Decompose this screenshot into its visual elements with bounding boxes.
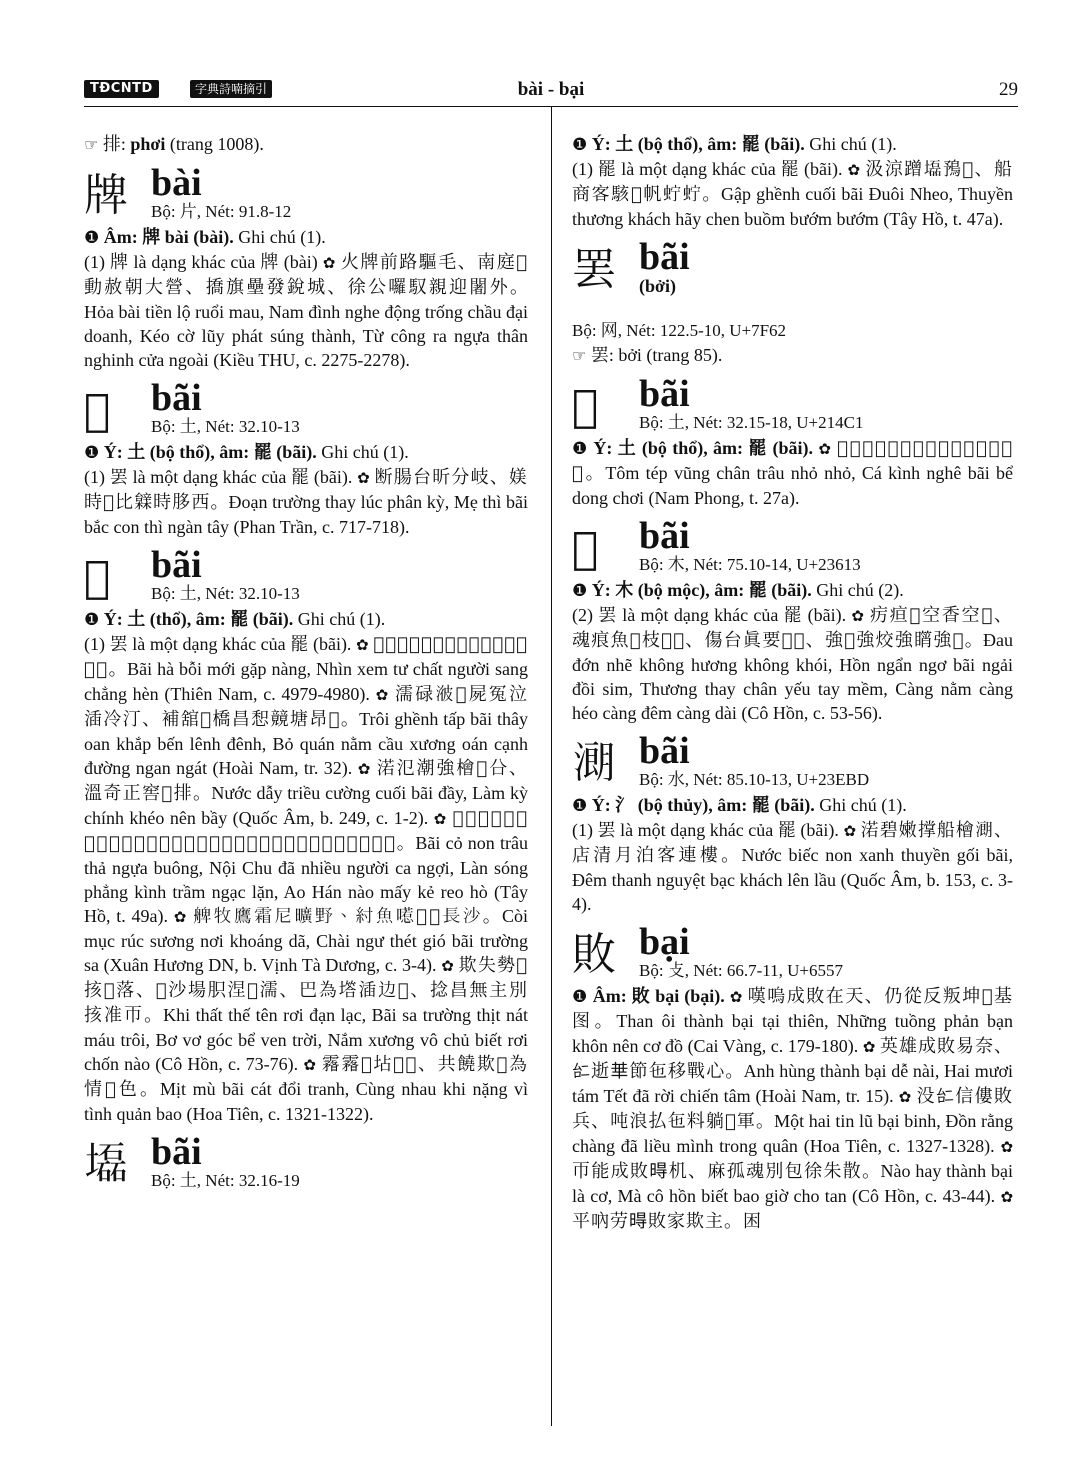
sense-number-icon: ❶ [572, 796, 588, 816]
sense-line: ❶ Ý: 木 (bộ mộc), âm: 罷 (bãi). Ghi chú (2). [572, 580, 904, 601]
entry-bai-2 [84, 378, 528, 539]
entry-meta: Bộ: 土, Nét: 32.15-18, U+214C1 [639, 413, 864, 432]
citation-icon: ✿ [847, 161, 861, 179]
cross-reference: ☞ 排: phơi (trang 1008). [84, 134, 264, 154]
sense-number-icon: ❶ [84, 228, 100, 248]
page-header [84, 78, 1018, 107]
entry-bai-5 [572, 237, 1013, 368]
entry-bai-1 [84, 163, 528, 372]
citation-icon: ✿ [1000, 1188, 1014, 1206]
entry-meta: Bộ: 土, Nét: 32.16-19 [151, 1171, 300, 1190]
citation-icon: ✿ [898, 1088, 912, 1106]
sense-line: ❶ Ý: 土 (thổ), âm: 罷 (bãi). Ghi chú (1). [84, 609, 386, 630]
logo-han-nom: 字典詩喃摘引 [190, 80, 272, 98]
entry-bai-9 [572, 922, 1013, 1234]
citation-icon: ✿ [303, 1056, 317, 1074]
headword-han: 𣼽 [572, 738, 616, 789]
entry-meta: Bộ: 木, Nét: 75.10-14, U+23613 [639, 555, 861, 574]
entry-body: ❶ Âm: 敗 bại (bại). ✿ 嘆嗚成敗在天、仍從反叛坤𨁪基图。Than ôi thành bại tại thiên, Những tuồng phản bạn khôn nên cơ đồ (Cai Vàng, c. 179-180). ✿ 英雄成敗易奈、𠄩逝𠦒節㐌移戰心。Anh hùng thành bại dễ nài, Hai mươi tám Tết đã rời chiến tâm (Hoài Nam, tr. 15). ✿ 没𠄩信僂敗兵、吨浪払㐌料躺𨉟軍。Một hai tin lũ bại binh, Đồn rằng chàng đã liều mình trong quân (Hoa Tiên, c. 1327-1328). ✿ 帀能成敗𣈜机、麻孤魂別包徐朱散。Nào hay thành bại là cơ, Mà cô hồn biết bao giờ cho tan (Cô Hồn, c. 43-44). ✿ 平吶劳𣈜敗家欺主。困 [572, 986, 1014, 1232]
logo-tdcntd: TĐCNTD [84, 80, 159, 98]
entry-meta: Bộ: 水, Nét: 85.10-13, U+23EBD [639, 770, 870, 789]
citation-icon: ✿ [843, 822, 857, 840]
entry-body: ❶ Ý: 土 (bộ thổ), âm: 罷 (bãi). ✿ 𩵽𩷛漆真𤛇𧾿𧾿、亇鯨鯇𡓁㴙容制。Tôm tép vũng chân trâu nhỏ nhỏ, Cá kình nghê bãi bể dong chơi (Nam Phong, t. 27a). [572, 438, 1014, 508]
sense-line: ❶ Ý: 氵 (bộ thủy), âm: 罷 (bãi). Ghi chú (1). [572, 795, 907, 816]
entry-body: (1) 牌 là dạng khác của 牌 (bài) ✿ 火牌前路驅毛、南庭𩙊動赦朝大營、撟旗壘發銳城、徐公囉馭親迎闍外。Hỏa bài tiền lộ ruổi mau, Nam đình nghe động trống chầu đại doanh, Kéo cờ lũy phát súng thành, Từ công ra ngựa thân nghinh cửa ngoài (Kiều THU, c. 2275-2278). [84, 252, 529, 370]
entry-body: (1) 罷 là một dạng khác của 罷 (bãi). ✿ 汲涼蹭𡓃𩿗𩼷、船商客駭𨫊帆𧉞𧉞。Gập ghềnh cuối bãi Đuôi Nheo, Thuyền thương khách hãy chen buồm bướm bướm (Tây Hồ, t. 47a). [572, 159, 1014, 229]
citation-icon: ✿ [356, 636, 369, 654]
headword-han: 𡓇 [84, 552, 111, 603]
entry-bai-3 [84, 545, 528, 1126]
sense-number-icon: ❶ [572, 987, 588, 1007]
headword-lemma: bãi [151, 377, 202, 419]
citation-icon: ✿ [322, 254, 336, 272]
headword-han: 𡍢 [84, 385, 111, 436]
entry-body: (1) 罢 là một dạng khác của 罷 (bãi). ✿ 𡓇河黝買及娘、𥚄祐姿質馭𡗶揉𨇒。Bãi hà bỗi mới gặp nàng, Nhìn xem tư chất người sang chẳng hèn (Thiên Nam, c. 4979-4980). ✿ 濡碌𣷭𡓇屍冤泣㴙冷汀、補舘𧿨橋昌惒竸塘昂𦹵。Trôi ghềnh tấp bãi thây oan khắp bến lênh đênh, Bỏ quán nằm cầu xương oán cạnh đường ngan ngát (Hoài Nam, tr. 32). ✿ 渃氾潮強檜𡓇㕣、溫奇正窖𨁪排。Nước dẫy triều cường cuối bãi đầy, Làm kỳ chính khéo nên bầy (Quốc Âm, b. 249, c. 1-2). ✿ 𡓇𦹳㜺𤛠旦馭芃、㘨周㐌𩯀馭歌議、瀾湃彷鯨沉鰐吝、泑漢帀𠇍几嘹呼。Bãi cỏ non trâu thả ngựa buông, Nội Chu đã nhiều người ca ngợi, Làn sóng phẳng kình trầm ngạc lặn, Ao Hán nào mấy kẻ reo hò (Tây Hồ, t. 49a). ✿ 𦩖牧鷹霜尼曠野、紂魚㘃𦛋𡓇長沙。Còi mục rúc sương nơi khoáng dã, Chài ngư thét gió bãi trường sa (Xuân Hương DN, b. Vịnh Tà Dương, c. 3-4). ✿ 欺失勢𦀊㧡𥕄落、𡓇沙場胑涅𢬗濡、巴為㙮㴙边𡿸、捻昌無主別㧡准帀。Khi thất thế tên rơi đạn lạc, Bãi sa trường thịt nát máu trôi, Bơ vơ góc bể ven trời, Nắm xương vô chủ biết rơi chốn nào (Cô Hồn, c. 73-76). ✿ 霿霿𡓇坫𩈘𦹯、共饒欺𥖑為情𣈗色。Mịt mù bãi cát đổi tranh, Cùng nhau khi nặng vì tình quản bao (Hoa Tiên, c. 1321-1322). [84, 634, 529, 1124]
citation-icon: ✿ [441, 957, 454, 975]
entry-bai-7 [572, 516, 1013, 725]
citation-icon: ✿ [357, 760, 372, 778]
entry-body: (2) 罢 là một dạng khác của 罷 (bãi). ✿ 疠疸𣘓空香空𤌋、魂痕魚𣘓枝𩈘𦲺、傷台眞要𢰊𥢆、強𨇒強烄強𥋘強𦢀。Đau đớn nhẽ không hương không khói, Hồn ngẩn ngơ bãi ngải đồi sim, Thương thay chân yếu tay mềm, Càng nằm càng héo càng đêm càng dài (Cô Hồn, c. 53-56). [572, 605, 1014, 723]
entry-meta: Bộ: 土, Nét: 32.10-13 [151, 417, 300, 436]
headword-lemma: bãi [151, 544, 202, 586]
entry-meta: Bộ: 攴, Nét: 66.7-11, U+6557 [639, 961, 843, 980]
column-divider [551, 106, 552, 1426]
sense-line: ❶ Ý: 土 (bộ thổ), âm: 罷 (bãi). Ghi chú (1). [84, 442, 409, 463]
sense-number-icon: ❶ [572, 581, 588, 601]
citation-icon: ✿ [173, 908, 188, 926]
entry-bai-8 [572, 731, 1013, 916]
headword-lemma: bại [639, 921, 690, 963]
sense-number-icon: ❶ [84, 610, 100, 630]
page-number: 29 [999, 79, 1018, 100]
citation-icon: ✿ [1000, 1138, 1014, 1156]
ref-target[interactable]: phơi [130, 134, 166, 154]
citation-icon: ✿ [851, 607, 865, 625]
citation-icon: ✿ [818, 440, 832, 458]
entry-body: (1) 罢 là một dạng khác của 罷 (bãi). ✿ 断腸台昕分岐、媄時𡍢比䢄時䏧西。Đoạn trường thay lúc phân kỳ, Mẹ thì bãi bắc con thì ngàn tây (Phan Trần, c. 717-718). [84, 467, 529, 537]
sense-line: ❶ Ý: 土 (bộ thổ), âm: 罷 (bãi). Ghi chú (1). [572, 134, 897, 155]
headword-lemma: bãi [639, 373, 690, 415]
headword-lemma: bài [151, 162, 202, 204]
pointing-hand-icon: ☞ [84, 135, 99, 154]
headword-han: 𣘓 [572, 523, 599, 574]
headword-han: 敗 [572, 929, 616, 980]
ref-target[interactable]: 罢: bởi (trang 85). [590, 345, 723, 365]
headword-han: 𡓃 [84, 1139, 128, 1190]
citation-icon: ✿ [433, 810, 448, 828]
headword-lemma: bãi [639, 236, 690, 278]
entry-meta: Bộ: 片, Nét: 91.8-12 [151, 202, 292, 221]
headword-han: 牌 [84, 170, 128, 221]
citation-icon: ✿ [862, 1038, 876, 1056]
headword-han: 𡓁 [572, 381, 599, 432]
headword-lemma: bãi [639, 515, 690, 557]
headword-han: 罢 [572, 244, 616, 295]
entry-meta: Bộ: 网, Nét: 122.5-10, U+7F62 [572, 321, 787, 340]
entry-body: (1) 罢 là một dạng khác của 罷 (bãi). ✿ 渃碧嫩撑船檜𣼽、店清月泊客連樓。Nước biếc non xanh thuyền gối bãi, Đêm thanh nguyệt bạc khách lên lầu (Quốc Âm, b. 153, c. 3-4). [572, 820, 1014, 914]
sense-number-icon: ❶ [572, 439, 589, 459]
sense-line: ❶ Âm: 牌 bài (bài). Ghi chú (1). [84, 227, 326, 248]
citation-icon: ✿ [357, 469, 370, 487]
cross-reference [572, 343, 1013, 368]
headword-subreading: (bởi) [639, 276, 676, 296]
entry-bai-6 [572, 374, 1013, 510]
sense-number-icon: ❶ [84, 443, 100, 463]
pointing-hand-icon: ☞ [572, 346, 587, 365]
headword-lemma: bãi [151, 1131, 202, 1173]
citation-icon: ✿ [375, 686, 390, 704]
sense-number-icon: ❶ [572, 135, 588, 155]
headword-lemma: bãi [639, 730, 690, 772]
entry-continuation [572, 132, 1013, 231]
entry-meta: Bộ: 土, Nét: 32.10-13 [151, 584, 300, 603]
entry-bai-4 [84, 1132, 528, 1194]
right-column [572, 132, 1013, 1234]
citation-icon: ✿ [729, 988, 743, 1006]
left-column [84, 132, 528, 1194]
running-title: bài - bại [517, 79, 585, 100]
